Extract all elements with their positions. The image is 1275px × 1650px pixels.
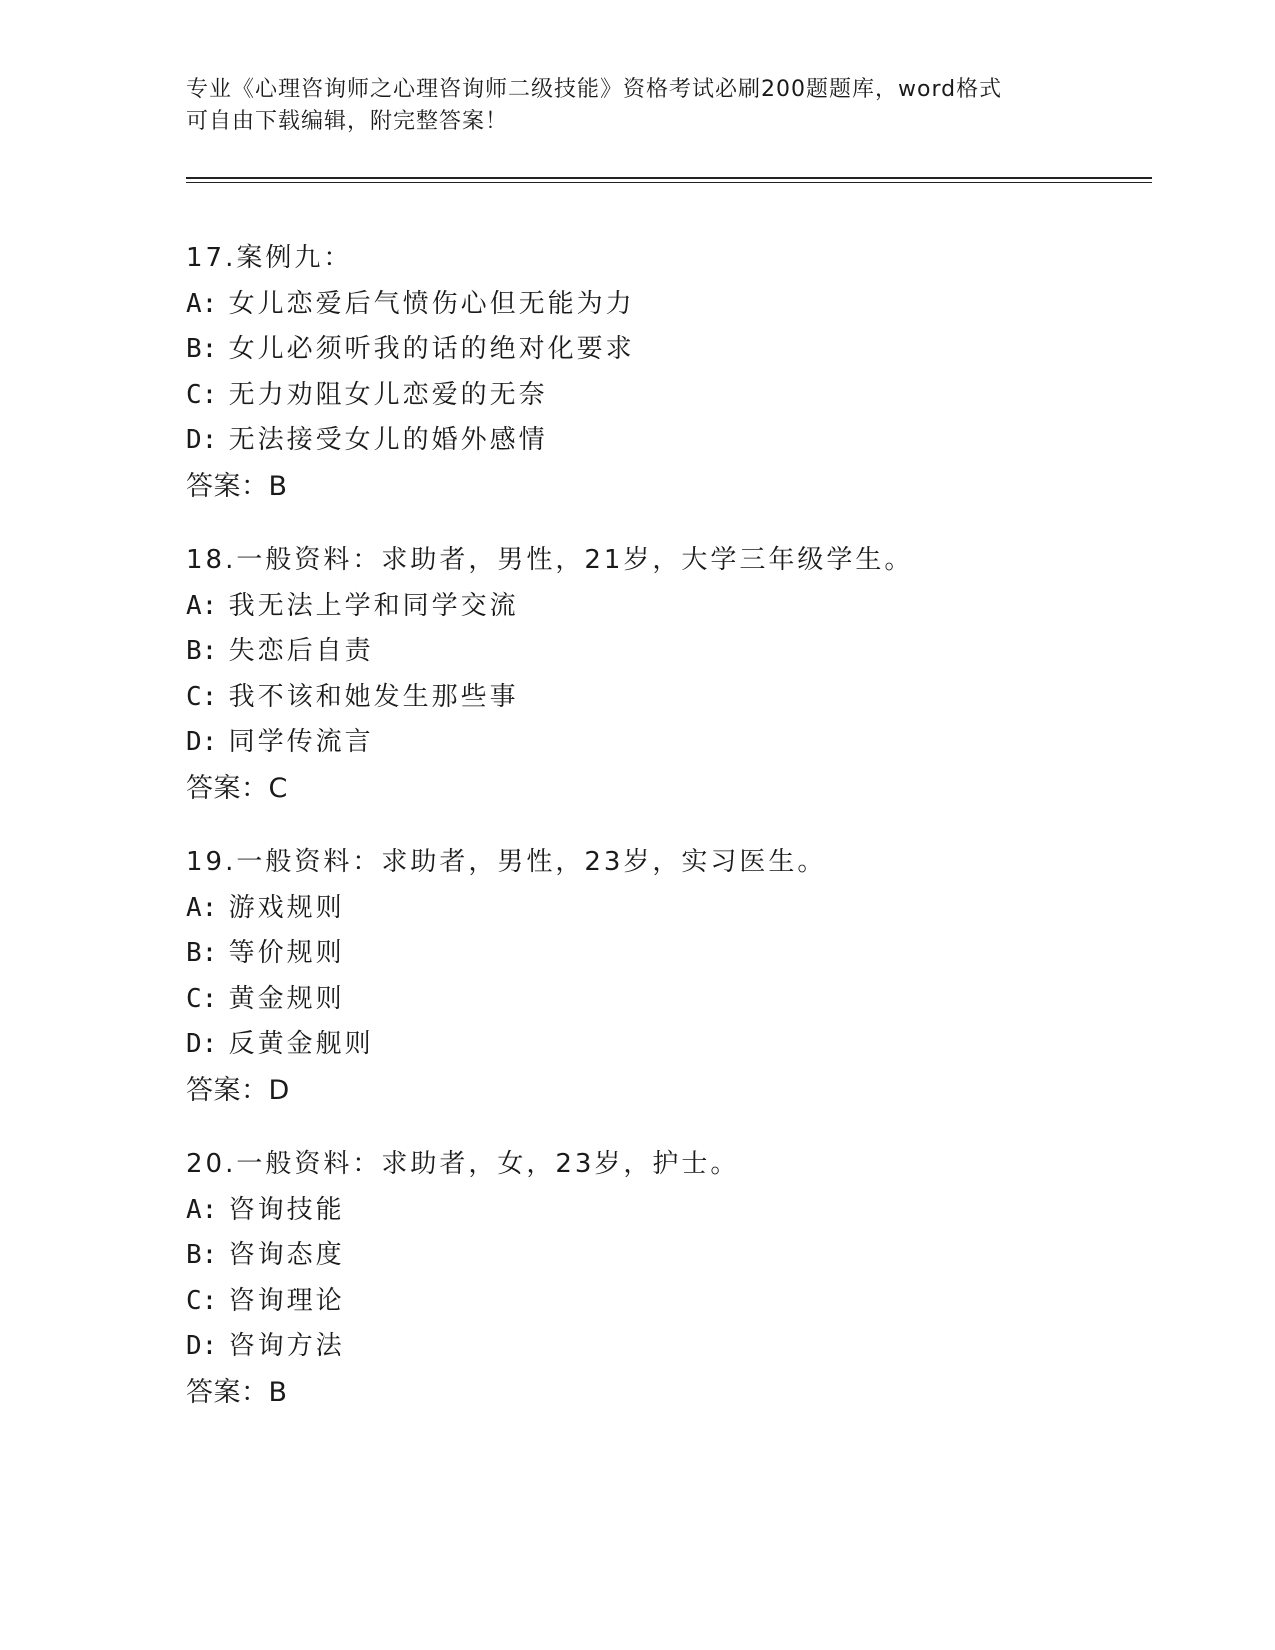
- option-a: [186, 1188, 1146, 1234]
- question-20: [186, 1142, 1146, 1415]
- question-19: [186, 840, 1146, 1113]
- option-b: [186, 931, 1146, 977]
- option-text: 无法接受女儿的婚外感情: [228, 425, 548, 455]
- option-c: [186, 675, 1146, 721]
- option-text: 反黄金舰则: [228, 1029, 374, 1059]
- option-c: [186, 1279, 1146, 1325]
- question-stem: 20.一般资料：求助者，女，23岁，护士。: [186, 1149, 740, 1179]
- option-label: D:: [186, 1029, 218, 1059]
- option-a: [186, 282, 1146, 328]
- question-17: [186, 236, 1146, 509]
- answer-line: 答案：D: [186, 1074, 290, 1106]
- option-b: [186, 629, 1146, 675]
- question-18: [186, 538, 1146, 811]
- option-text: 无力劝阻女儿恋爱的无奈: [228, 379, 548, 410]
- option-label: B:: [186, 636, 218, 666]
- option-a: [186, 886, 1146, 932]
- option-label: A:: [186, 892, 218, 923]
- header-divider-thick: [186, 177, 1152, 179]
- option-c: [186, 977, 1146, 1023]
- answer-line: 答案：B: [186, 470, 288, 502]
- option-d: [186, 418, 1146, 464]
- header-line-1: 专业《心理咨询师之心理咨询师二级技能》资格考试必刷200题题库，word格式: [186, 77, 1003, 102]
- option-text: 咨询态度: [228, 1240, 345, 1270]
- option-label: C:: [186, 983, 218, 1014]
- option-label: A:: [186, 1194, 218, 1225]
- option-label: D:: [186, 425, 218, 455]
- answer-line: 答案：C: [186, 772, 288, 804]
- option-text: 黄金规则: [228, 983, 345, 1014]
- option-label: D:: [186, 727, 218, 757]
- answer-line: 答案：B: [186, 1376, 288, 1408]
- option-d: [186, 1324, 1146, 1370]
- option-a: [186, 584, 1146, 630]
- option-text: 我不该和她发生那些事: [228, 681, 519, 712]
- header-line-2: 可自由下载编辑，附完整答案！: [186, 109, 509, 134]
- option-label: B:: [186, 334, 218, 364]
- option-text: 同学传流言: [228, 727, 374, 757]
- option-text: 女儿恋爱后气愤伤心但无能为力: [228, 288, 635, 319]
- option-label: C:: [186, 681, 218, 712]
- option-label: D:: [186, 1331, 218, 1361]
- option-b: [186, 327, 1146, 373]
- option-text: 咨询方法: [228, 1331, 345, 1361]
- header-divider-thin: [186, 182, 1152, 183]
- option-text: 咨询技能: [228, 1194, 345, 1225]
- option-label: C:: [186, 1285, 218, 1316]
- option-d: [186, 720, 1146, 766]
- option-label: B:: [186, 1240, 218, 1270]
- option-text: 女儿必须听我的话的绝对化要求: [228, 334, 635, 364]
- question-list: [186, 236, 1146, 1444]
- option-label: B:: [186, 938, 218, 968]
- option-label: A:: [186, 590, 218, 621]
- option-d: [186, 1022, 1146, 1068]
- option-label: C:: [186, 379, 218, 410]
- option-b: [186, 1233, 1146, 1279]
- option-text: 我无法上学和同学交流: [228, 590, 519, 621]
- question-stem: 19.一般资料：求助者，男性，23岁，实习医生。: [186, 847, 827, 877]
- question-stem: 18.一般资料：求助者，男性，21岁，大学三年级学生。: [186, 545, 914, 575]
- option-text: 咨询理论: [228, 1285, 345, 1316]
- question-stem: 17.案例九：: [186, 243, 353, 273]
- option-c: [186, 373, 1146, 419]
- document-header: [186, 74, 1066, 138]
- option-text: 失恋后自责: [228, 636, 374, 666]
- option-label: A:: [186, 288, 218, 319]
- option-text: 游戏规则: [228, 892, 345, 923]
- option-text: 等价规则: [228, 938, 345, 968]
